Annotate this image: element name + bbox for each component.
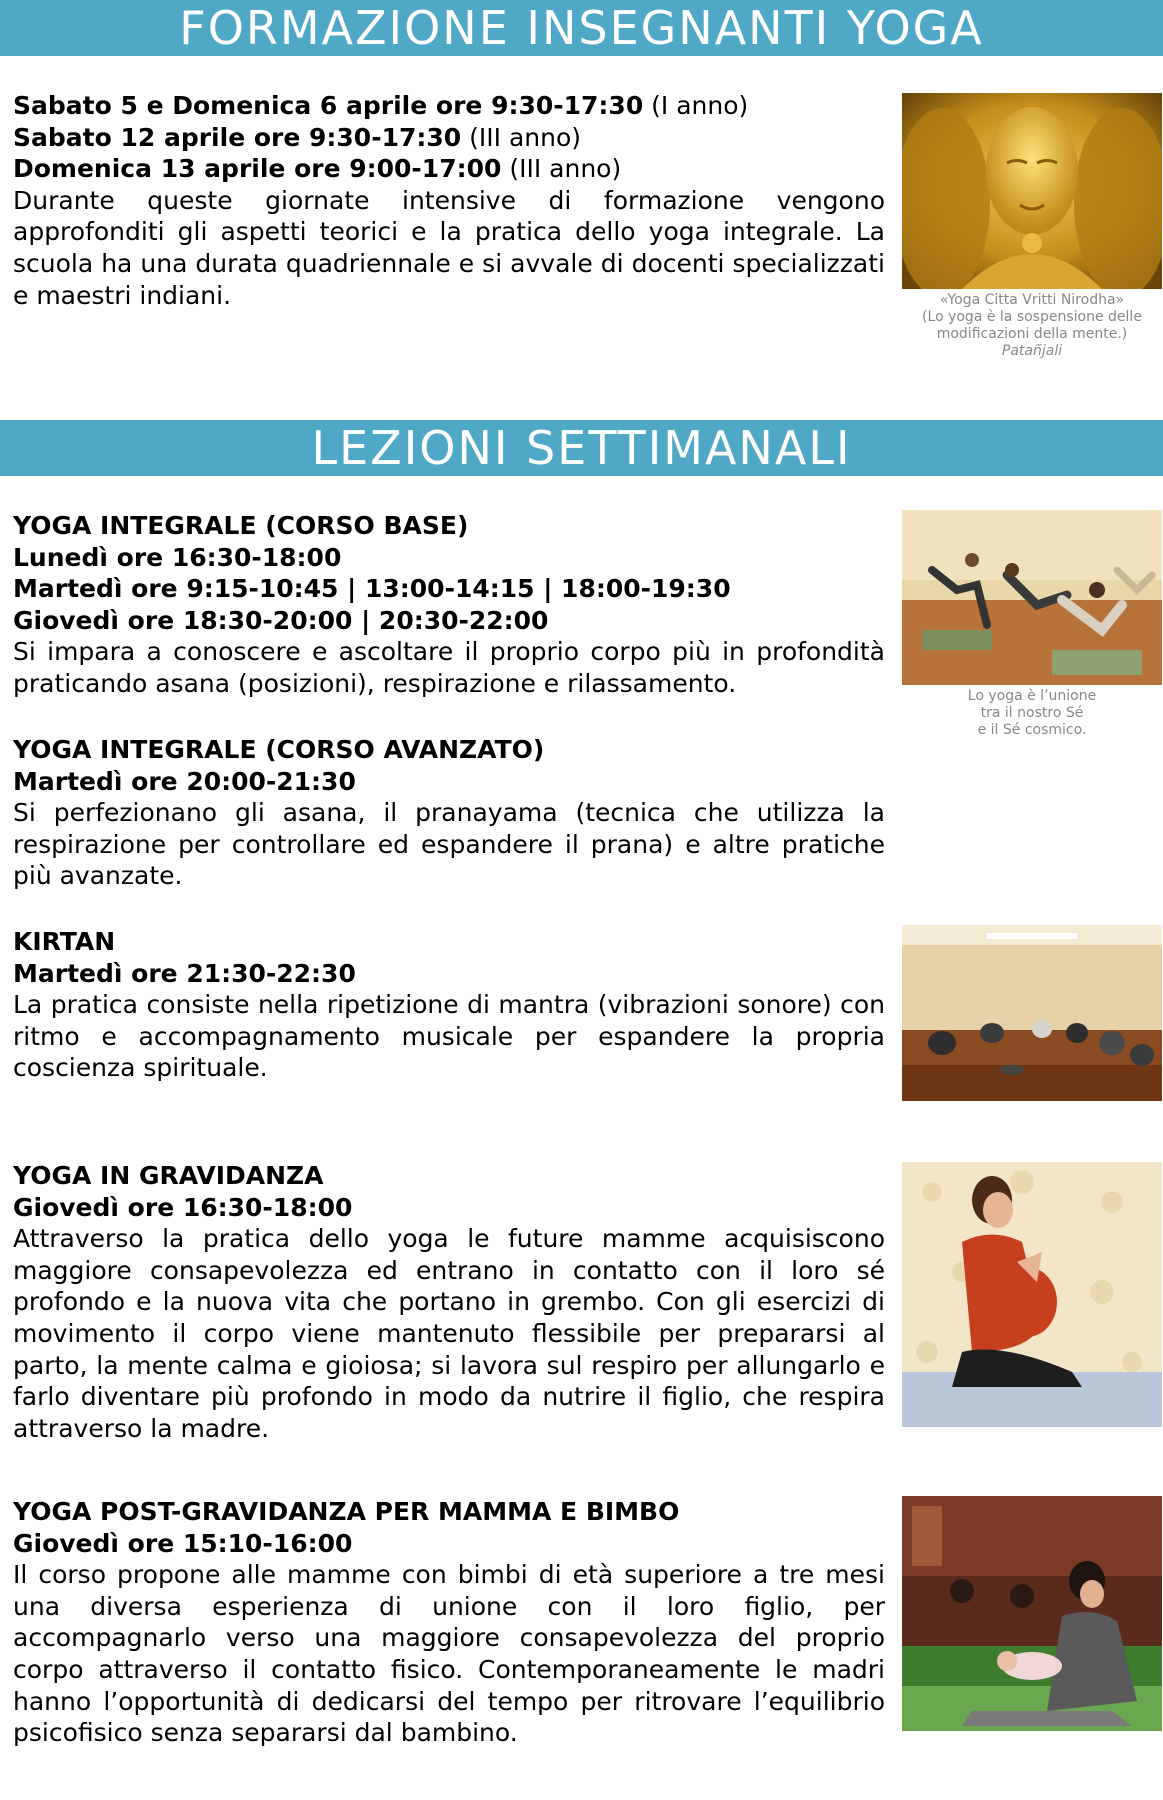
course-schedule: Martedì ore 21:30-22:30 xyxy=(13,958,356,988)
course-block xyxy=(13,1160,885,1444)
course-description: Si impara a conoscere e ascoltare il proprio corpo più in profondità praticando asana (posizioni), respirazione e rilassamento. xyxy=(13,637,885,698)
patanjali-statue-image xyxy=(902,93,1162,289)
teacher-training-description: Durante queste giornate intensive di formazione vengono approfonditi gli aspetti teorici e la pratica dello yoga integrale. La scuola ha una durata quadriennale e si avvale di docenti specializzati e maestri indiani. xyxy=(13,185,885,310)
section-title: FORMAZIONE INSEGNANTI YOGA xyxy=(179,1,984,55)
course-schedule: Giovedì ore 16:30-18:00 xyxy=(13,1192,353,1222)
course-schedule: Giovedì ore 18:30-20:00 | 20:30-22:00 xyxy=(13,605,549,635)
yoga-class-image xyxy=(902,510,1162,685)
course-block xyxy=(13,1496,885,1749)
teacher-training-block xyxy=(13,90,885,311)
date-line: Sabato 5 e Domenica 6 aprile ore 9:30-17:30 (I anno) xyxy=(13,91,749,120)
pregnancy-yoga-image xyxy=(902,1162,1162,1427)
caption-author: Patañjali xyxy=(1001,343,1063,359)
course-schedule: Martedì ore 20:00-21:30 xyxy=(13,766,356,796)
course-name: YOGA IN GRAVIDANZA xyxy=(13,1161,324,1190)
course-name: YOGA INTEGRALE (CORSO BASE) xyxy=(13,511,469,540)
kirtan-image xyxy=(902,925,1162,1101)
course-block xyxy=(13,926,885,1084)
mother-baby-image xyxy=(902,1496,1162,1731)
course-description: La pratica consiste nella ripetizione di mantra (vibrazioni sonore) con ritmo e accompagnamento musicale per espandere la propria coscienza spirituale. xyxy=(13,990,885,1083)
section-banner-weekly-lessons xyxy=(0,420,1163,476)
course-schedule: Giovedì ore 15:10-16:00 xyxy=(13,1528,353,1558)
date-line: Sabato 12 aprile ore 9:30-17:30 (III anno) xyxy=(13,122,581,152)
course-block xyxy=(13,734,885,892)
patanjali-caption: «Yoga Citta Vritti Nirodha» (Lo yoga è la sospensione delle modificazioni della mente.) Patañjali xyxy=(922,292,1142,359)
course-name: KIRTAN xyxy=(13,927,116,956)
course-description: Attraverso la pratica dello yoga le future mamme acquisiscono maggiore consapevolezza ed entrano in contatto con il loro sé profondo e la nuova vita che portano in grembo. Con gli esercizi di movimento il corpo viene mantenuto flessibile per prepararsi al parto, la mente calma e gioiosa; si lavora sul respiro per allungarlo e farlo diventare più profondo in modo da nutrire il figlio, che respira attraverso la madre. xyxy=(13,1224,885,1443)
course-description: Il corso propone alle mamme con bimbi di età superiore a tre mesi una diversa esperienza di unione con il loro figlio, per accompagnarlo verso una maggiore consapevolezza del proprio corpo attraverso il contatto fisico. Contemporaneamente le madri hanno l’opportunità di dedicarsi del tempo per ritrovare l’equilibrio psicofisico senza separarsi dal bambino. xyxy=(13,1560,885,1748)
yoga-class-caption: Lo yoga è l’unione tra il nostro Sé e il Sé cosmico. xyxy=(967,688,1097,738)
section-title: LEZIONI SETTIMANALI xyxy=(311,421,852,475)
course-schedule: Martedì ore 9:15-10:45 | 13:00-14:15 | 18:00-19:30 xyxy=(13,574,731,604)
course-description: Si perfezionano gli asana, il pranayama (tecnica che utilizza la respirazione per controllare ed espandere il prana) e altre pratiche più avanzate. xyxy=(13,798,885,891)
section-banner-teacher-training xyxy=(0,0,1163,56)
course-schedule: Lunedì ore 16:30-18:00 xyxy=(13,542,342,572)
course-name: YOGA INTEGRALE (CORSO AVANZATO) xyxy=(13,735,545,764)
date-line: Domenica 13 aprile ore 9:00-17:00 (III anno) xyxy=(13,154,622,184)
course-block xyxy=(13,510,885,700)
course-name: YOGA POST-GRAVIDANZA PER MAMMA E BIMBO xyxy=(13,1497,680,1526)
